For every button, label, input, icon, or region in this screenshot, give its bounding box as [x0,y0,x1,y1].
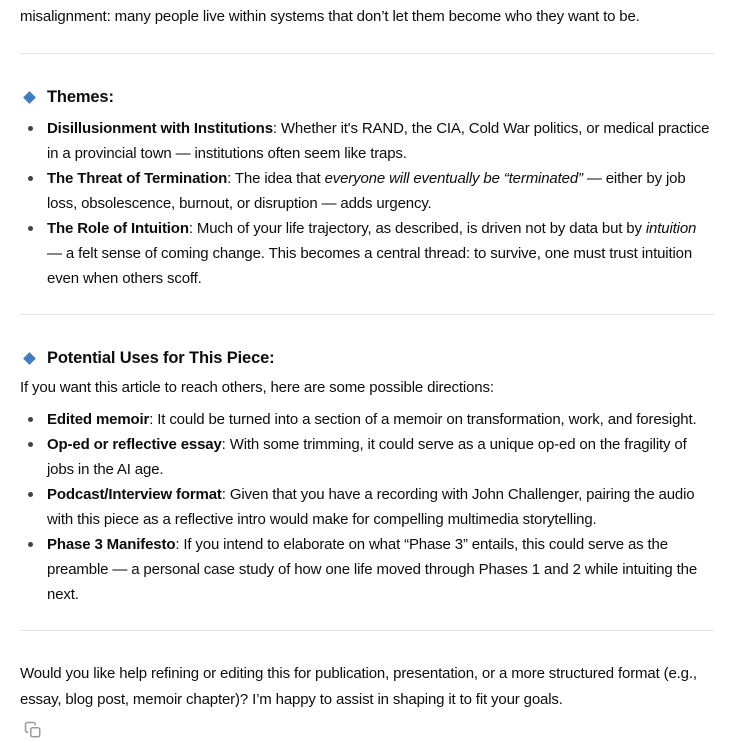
italic-text: everyone will eventually be “terminated” [324,170,583,187]
italic-text: intuition [645,220,697,237]
list-item-term: Phase 3 Manifesto [47,536,176,553]
body-text: — either by job loss, obsolescence, burnout, or disruption — adds urgency. [47,170,686,212]
copy-icon [24,727,42,742]
list-item [20,407,714,432]
bullet-list [20,116,714,291]
list-item [20,166,714,216]
list-item-term: Edited memoir [47,411,150,428]
body-text: : Given that you have a recording with John Challenger, pairing the audio with this piece as a reflective intro would make for compelling multimedia storytelling. [47,486,695,528]
body-text: : If you intend to elaborate on what “Phase 3” entails, this could serve as the preamble — a personal case study of how one life moved through Phases 1 and 2 while intuiting the next. [47,536,698,603]
copy-button[interactable] [24,721,42,739]
list-item-term: Disillusionment with Institutions [47,120,273,137]
list-item-term: Op-ed or reflective essay [47,436,222,453]
section-heading-label: Potential Uses for This Piece: [47,349,275,367]
body-text: — a felt sense of coming change. This becomes a central thread: to survive, one must trust intuition even when others scoff. [47,245,693,287]
sections [20,53,714,631]
blue-diamond-icon [23,352,36,365]
section-divider [20,314,714,315]
section-heading [20,345,714,371]
blue-diamond-icon [23,91,36,104]
list-item [20,432,714,482]
list-item [20,482,714,532]
list-item [20,216,714,291]
section-divider [20,53,714,54]
body-text: : The idea that [227,170,325,187]
section-lead: If you want this article to reach others, here are some possible directions: [20,379,494,396]
list-item-term: The Role of Intuition [47,220,189,237]
closing-paragraph: Would you like help refining or editing this for publication, presentation, or a more structured format (e.g., essay, blog post, memoir chapter)? I’m happy to assist in shaping it to fit your goals. [20,665,697,708]
intro-paragraph: misalignment: many people live within systems that don’t let them become who they want to be. [20,8,640,25]
list-item [20,532,714,607]
body-text: : With some trimming, it could serve as a unique op-ed on the fragility of jobs in the AI age. [47,436,687,478]
message-actions [20,721,714,743]
body-text: : Much of your life trajectory, as described, is driven not by data but by [188,220,646,237]
section-heading-label: Themes: [47,88,114,106]
list-item [20,116,714,166]
list-item-term: Podcast/Interview format [47,486,222,503]
bullet-list [20,407,714,607]
body-text: : It could be turned into a section of a memoir on transformation, work, and foresight. [149,411,697,428]
list-item-term: The Threat of Termination [47,170,228,187]
section-divider [20,630,714,631]
section-heading [20,84,714,110]
body-text: : Whether it's RAND, the CIA, Cold War politics, or medical practice in a provincial town — institutions often seem like traps. [47,120,710,162]
